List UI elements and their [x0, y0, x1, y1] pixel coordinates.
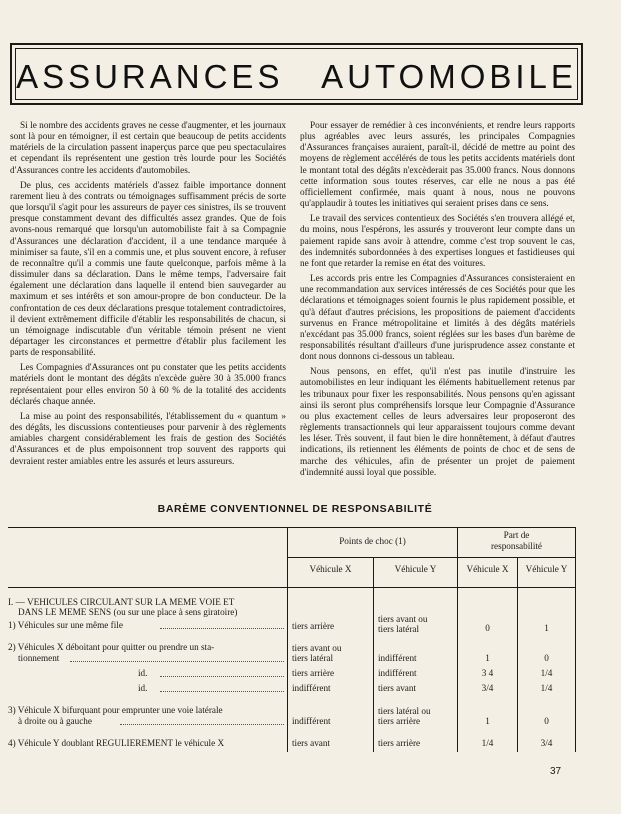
table-title: BARÈME CONVENTIONNEL DE RESPONSABILITÉ: [157, 503, 433, 515]
row-label: tionnement: [18, 653, 60, 663]
cell: 0: [485, 623, 490, 633]
paragraph: La mise au point des responsabilités, l'établissement du « quantum » des dégâts, les discussions contentieuses pour parvenir à des règlements amiables chargent considérablement les frais de gestion des Sociétés d'Assurances et de plus empoisonnent trop souvent des rapports qui devraient rester amiables entre les assurés et leurs assureurs.: [10, 411, 286, 467]
cell: 1: [485, 653, 490, 663]
column-header: Véhicule X: [466, 564, 509, 574]
table-divider: [373, 557, 374, 752]
cell: 1: [485, 716, 490, 726]
cell: tiers latéral: [378, 624, 420, 634]
table-header-rule: [8, 587, 575, 588]
table-divider: [287, 527, 288, 752]
paragraph: Si le nombre des accidents graves ne cesse d'augmenter, et les journaux sont là pour en témoigner, il est certain que beaucoup de petits accidents matériels de la circulation passent inaperçus parce que peu spectaculaires et cependant ils représentent une gestion très lourde pour les Sociétés d'Assurances contre les accidents d'automobiles.: [10, 121, 286, 176]
cell: tiers arrière: [292, 668, 335, 678]
cell: 1/4: [540, 683, 553, 693]
cell: 3/4: [481, 683, 494, 693]
leader-dots: [160, 691, 284, 692]
table-subheader-rule: [288, 557, 575, 558]
row-label: 1) Véhicules sur une même file: [8, 620, 123, 630]
cell: indifférent: [378, 668, 417, 678]
leader-dots: [120, 724, 284, 725]
page-title: ASSURANCES AUTOMOBILE: [16, 58, 577, 95]
points-header: Points de choc (1): [339, 536, 406, 546]
page-number: 37: [550, 766, 562, 777]
row-label: 2) Véhicules X déboitant pour quitter ou prendre un sta-: [8, 642, 215, 652]
cell: tiers avant ou: [292, 643, 342, 653]
leader-dots: [160, 628, 284, 629]
cell: indifférent: [292, 683, 331, 693]
table-top-rule: [8, 527, 575, 528]
column-header: Véhicule Y: [525, 564, 568, 574]
cell: 1: [544, 623, 549, 633]
cell: 3 4: [481, 668, 494, 678]
title-frame: [10, 43, 583, 105]
paragraph: Les Compagnies d'Assurances ont pu constater que les petits accidents matériels dont le montant des dégâts n'excède guère 30 à 35.000 francs représentaient pour elles environ 50 à 60 % de la totalité des accidents déclarés chaque année.: [10, 363, 286, 407]
cell: tiers avant ou: [378, 614, 428, 624]
paragraph: Nous pensons, en effet, qu'il n'est pas inutile d'instruire les automobilistes en leur indiquant les éléments habituellement retenus par les tribunaux pour fixer les responsabilités. Nous pensons qu'en agissant ainsi ils seront plus compréhensifs lorsque leur Compagnie d'Assurance ou plus exactement celles de leurs adversaires leur proposeront des règlements transactionnels qui leur apparaissent toujours comme devant les léser. Très souvent, il faut bien le dire honnêtement, à défaut d'autres indications, ils retiennent les éléments de points de choc et de sens de marche des véhicules, afin de présenter un projet de paiement d'indemnité aussi loyal que possible.: [300, 367, 575, 478]
row-label: 3) Véhicule X bifurquant pour emprunter une voie latérale: [8, 705, 223, 715]
row-label: à droite ou à gauche: [18, 716, 92, 726]
cell: 0: [544, 716, 549, 726]
left-column: [10, 121, 286, 472]
paragraph: Pour essayer de remédier à ces inconvénients, et rendre leurs rapports plus agréables avec leurs assurés, les principales Compagnies d'Assurances françaises auraient, paraît-il, décidé de mettre au point des moyens de règlement accélérés de tous les petits accidents matériels dont le montant total des dégâts n'excèderait pas 35.000 francs. Nous donnons cette information sous toutes réserves, car elle ne nous a pas été officiellement confirmée, mais quant à nous, nous ne pouvons qu'applaudir à toutes les initiatives qui seraient prises dans ce sens.: [300, 121, 575, 210]
row-label: id.: [138, 668, 148, 678]
right-column: [300, 121, 575, 483]
row-label: 4) Véhicule Y doublant REGULIEREMENT le véhicule X: [8, 738, 225, 748]
row-label: id.: [138, 683, 148, 693]
cell: tiers arrière: [378, 738, 421, 748]
cell: tiers arrière: [378, 716, 421, 726]
section-heading: DANS LE MEME SENS (ou sur une place à sens giratoire): [18, 607, 238, 617]
cell: 3/4: [540, 738, 553, 748]
cell: tiers avant: [292, 738, 331, 748]
leader-dots: [70, 661, 284, 662]
cell: tiers latéral: [292, 653, 334, 663]
paragraph: Les accords pris entre les Compagnies d'Assurances consisteraient en une recommandation aux services intéressés de ces Sociétés pour que les déclarations et témoignages soient fournis le plus rapidement possible, et qu'à défaut d'autres précisions, les propositions de paiement d'accidents survenus en France métropolitaine et limités à des dégâts matériels n'excédant pas 35.000 francs, soient réglées sur les bases d'un barème de responsabilités résultant d'ailleurs d'une jurisprudence assez constante et dont nous donnons ci-dessous un tableau.: [300, 274, 575, 363]
cell: tiers avant: [378, 683, 417, 693]
paragraph: De plus, ces accidents matériels d'assez faible importance donnent rarement lieu à des contrats ou témoignages suffisamment précis de sorte que lorsqu'il s'agit pour les assureurs de payer ces sinistres, ils se trouvent presque constamment devant des difficultés assez grandes. Que de fois avons-nous remarqué que lorsqu'un automobiliste fait à sa Compagnie d'Assurances une déclaration d'accident, il a une tendance marquée à minimiser sa faute, s'il en a commis une, et plus souvent encore, à refuser de reconnaître qu'il a commis une faute quelconque, parfois même à la dissimuler dans sa déclaration. Dans le même temps, l'adversaire fait également une déclaration dans laquelle il entend bien sauvegarder au maximum et ses intérêts et son amour-propre de bon conducteur. De la confrontation de ces deux déclarations presque totalement contradictoires, il devient extrêmement difficile d'établir les responsabilités de chacun, si un témoignage indiscutable d'un véritable témoin présent ne vient départager les circonstances et permettre d'établir plus facilement les parts de responsabilité.: [10, 180, 286, 359]
column-header: Véhicule Y: [394, 564, 437, 574]
cell: indifférent: [292, 716, 331, 726]
leader-dots: [160, 676, 284, 677]
cell: tiers arrière: [292, 621, 335, 631]
column-header: Véhicule X: [309, 564, 352, 574]
section-heading: I. — VEHICULES CIRCULANT SUR LA MEME VOIE ET: [8, 597, 235, 607]
cell: tiers latéral ou: [378, 706, 431, 716]
part-header: responsabilité: [490, 541, 543, 551]
part-header: Part de: [503, 530, 530, 540]
table-divider: [575, 527, 576, 752]
cell: 0: [544, 653, 549, 663]
cell: 1/4: [540, 668, 553, 678]
cell: 1/4: [481, 738, 494, 748]
cell: indifférent: [378, 653, 417, 663]
paragraph: Le travail des services contentieux des Sociétés s'en trouvera allégé et, du moins, nous l'espérons, les assurés y trouveront leur compte dans un paiement rapide sans avoir à attendre, comme c'est trop souvent le cas, des indemnités subordonnées à des expertises longues et fastidieuses qui ne font que retarder la remise en état des voitures.: [300, 214, 575, 269]
